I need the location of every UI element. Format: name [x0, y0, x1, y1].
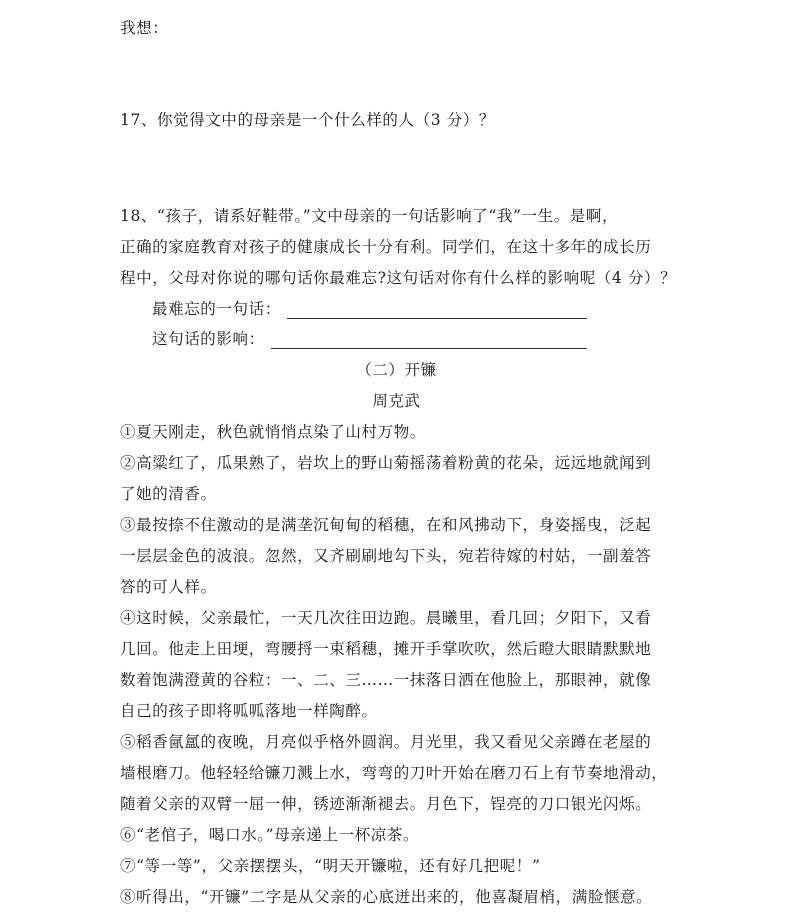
- paragraph-line: ⑦“等一等”，父亲摆摆头，“明天开镰啦，还有好几把呢！”: [120, 857, 541, 875]
- paragraph-line: 墙根磨刀。他轻轻给镰刀溅上水，弯弯的刀叶开始在磨刀石上有节奏地滑动，: [120, 764, 668, 782]
- paragraph-line: ④这时候，父亲最忙，一天几次往田边跑。晨曦里，看几回；夕阳下，又看: [120, 609, 652, 627]
- paragraph-line: ②高粱红了，瓜果熟了，岩坎上的野山菊摇荡着粉黄的花朵，远远地就闻到: [120, 454, 652, 472]
- author-name: 周克武: [372, 392, 421, 410]
- question-17: 17、你觉得文中的母亲是一个什么样的人（3 分）？: [120, 111, 496, 129]
- prompt-memorable-label: 最难忘的一句话：: [152, 300, 281, 318]
- question-18-line-2: 正确的家庭教育对孩子的健康成长十分有利。同学们，在这十多年的成长历: [120, 238, 652, 256]
- question-18-line-1: 18、“孩子，请系好鞋带。”文中母亲的一句话影响了“我”一生。是啊，: [120, 207, 619, 225]
- prompt-influence: [152, 327, 587, 349]
- paragraph-line: 数着饱满澄黄的谷粒：一、二、三……一抹落日洒在他脸上，那眼神，就像: [120, 671, 652, 689]
- paragraph-line: 答的可人样。: [120, 578, 217, 596]
- paragraph-line: ⑧听得出，“开镰”二字是从父亲的心底迸出来的，他喜凝眉梢，满脸惬意。: [120, 888, 653, 906]
- answer-blank-1[interactable]: [287, 304, 587, 319]
- paragraph-line: ⑤稻香氤氲的夜晚，月亮似乎格外圆润。月光里，我又看见父亲蹲在老屋的: [120, 733, 652, 751]
- paragraph-line: 随着父亲的双臂一屈一伸，锈迹渐渐褪去。月色下，锃亮的刀口银光闪烁。: [120, 795, 652, 813]
- section-title: （二）开镰: [356, 361, 437, 379]
- question-18-line-3: 程中，父母对你说的哪句话你最难忘?这句话对你有什么样的影响呢（4 分）？: [120, 269, 677, 287]
- paragraph-line: 一层层金色的波浪。忽然，又齐刷刷地勾下头，宛若待嫁的村姑，一副羞答: [120, 547, 652, 565]
- paragraph-line: 自己的孩子即将呱呱落地一样陶醉。: [120, 702, 378, 720]
- paragraph-line: 了她的清香。: [120, 485, 217, 503]
- prompt-memorable-sentence: [152, 297, 587, 319]
- paragraph-line: ③最按捺不住激动的是满垄沉甸甸的稻穗，在和风拂动下，身姿摇曳，泛起: [120, 516, 652, 534]
- answer-prompt-i-think: 我想：: [120, 19, 169, 37]
- answer-blank-2[interactable]: [271, 334, 587, 349]
- paragraph-line: ①夏天刚走，秋色就悄悄点染了山村万物。: [120, 423, 426, 441]
- prompt-influence-label: 这句话的影响：: [152, 330, 265, 348]
- paragraph-line: ⑥“老倌子，喝口水。”母亲递上一杯凉茶。: [120, 826, 420, 844]
- paragraph-line: 几回。他走上田埂，弯腰捋一束稻穗，摊开手掌吹吹，然后瞪大眼睛默默地: [120, 640, 652, 658]
